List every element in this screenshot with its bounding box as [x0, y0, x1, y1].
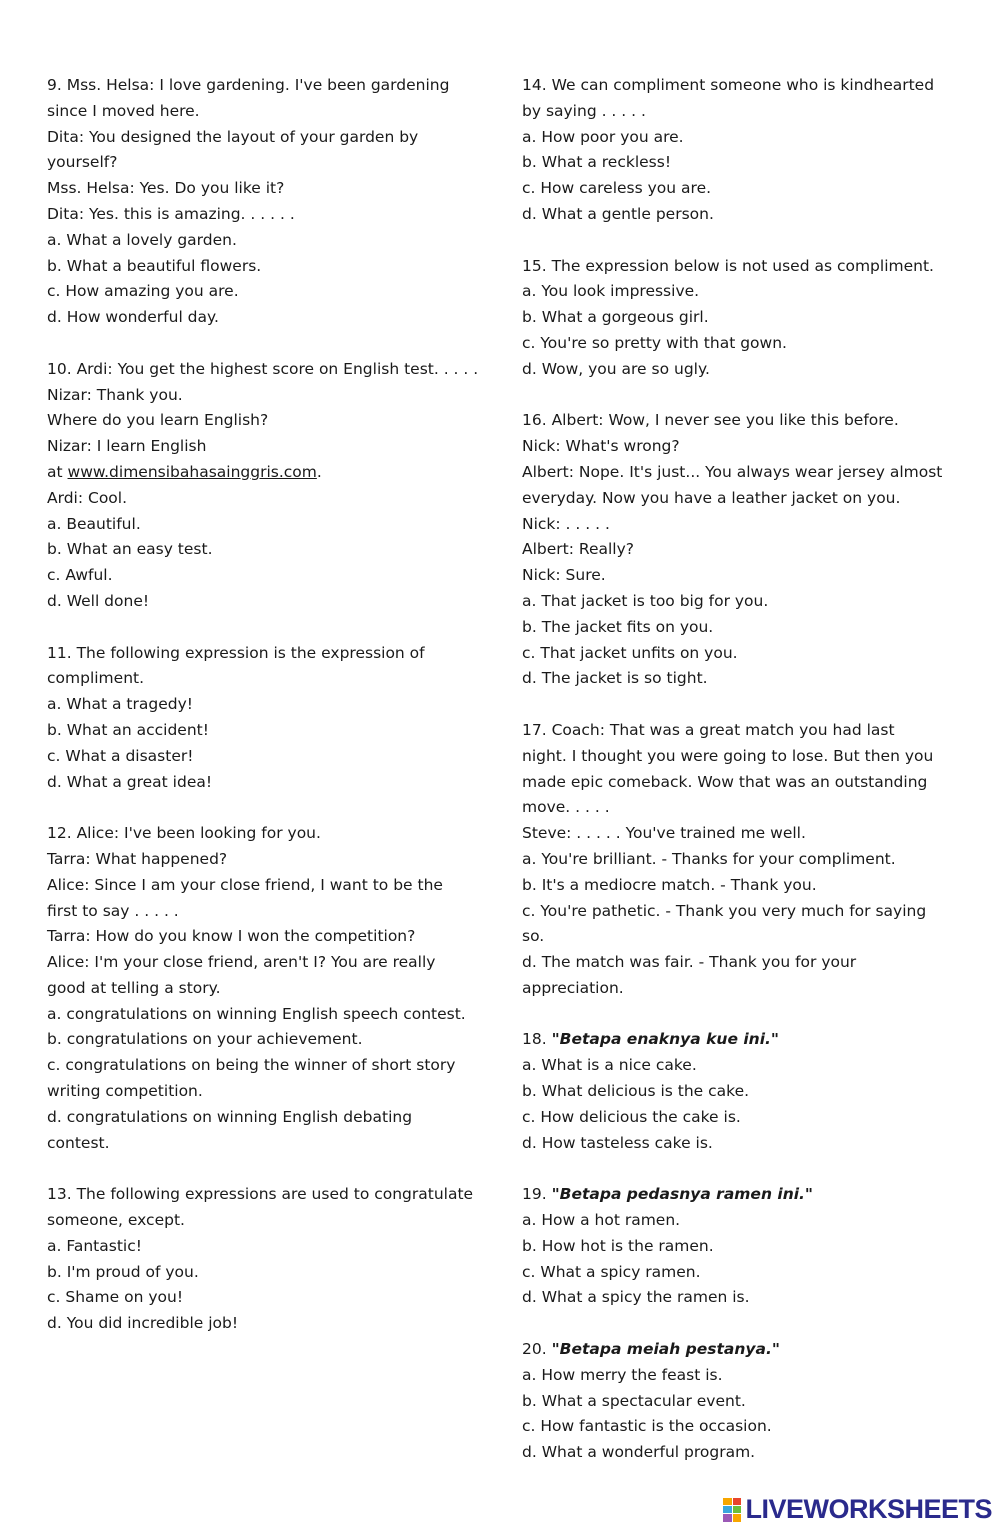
- question-9: [47, 73, 487, 331]
- question-13: [47, 1182, 487, 1337]
- question-line: yourself?: [47, 153, 118, 172]
- indonesian-phrase: "Betapa pedasnya ramen ini.": [551, 1185, 814, 1204]
- question-line: Nizar: I learn English: [47, 437, 207, 456]
- question-line: 14. We can compliment someone who is kindhearted: [522, 76, 935, 94]
- answer-option-c: c. What a disaster!: [47, 746, 194, 765]
- answer-option-c: c. You're pathetic. - Thank you very much for saying: [522, 901, 927, 920]
- answer-option-d: d. Wow, you are so ugly.: [522, 359, 710, 378]
- question-15: [522, 254, 962, 383]
- answer-option-c: c. Shame on you!: [47, 1288, 184, 1307]
- answer-option-d: d. Well done!: [47, 591, 150, 610]
- answer-option-d: d. What a spicy the ramen is.: [522, 1288, 750, 1307]
- answer-option-c-cont: so.: [522, 927, 545, 946]
- question-prompt: [522, 1337, 962, 1363]
- question-line: made epic comeback. Wow that was an outstanding: [522, 772, 928, 791]
- question-line: Alice: Since I am your close friend, I want to be the: [47, 875, 443, 894]
- question-line: Dita: You designed the layout of your garden by: [47, 127, 419, 146]
- answer-option-c: c. That jacket unfits on you.: [522, 643, 738, 662]
- answer-option-b: b. How hot is the ramen.: [522, 1236, 714, 1255]
- question-line: Where do you learn English?: [47, 411, 269, 430]
- question-number: 19.: [522, 1185, 552, 1204]
- answer-option-a: a. Beautiful.: [47, 514, 141, 533]
- question-line: Nick: . . . . .: [522, 514, 610, 533]
- answer-option-d: d. How tasteless cake is.: [522, 1133, 713, 1152]
- question-line: Steve: . . . . . You've trained me well.: [522, 824, 806, 843]
- answer-option-b: b. The jacket fits on you.: [522, 617, 714, 636]
- question-line: move. . . . .: [522, 798, 610, 817]
- question-line: first to say . . . . .: [47, 901, 179, 920]
- link-suffix: .: [316, 462, 322, 481]
- question-line: by saying . . . . .: [522, 101, 646, 120]
- answer-option-a: a. Fantastic!: [47, 1236, 142, 1255]
- question-line: Nick: What's wrong?: [522, 437, 680, 456]
- answer-option-a: a. You're brilliant. - Thanks for your compliment.: [522, 849, 896, 868]
- question-19: [522, 1182, 962, 1311]
- question-line: 17. Coach: That was a great match you had last: [522, 720, 895, 739]
- question-line: Tarra: How do you know I won the competition?: [47, 927, 416, 946]
- indonesian-phrase: "Betapa enaknya kue ini.": [551, 1030, 779, 1049]
- answer-option-c-cont: writing competition.: [47, 1082, 203, 1101]
- answer-option-b: b. What a beautiful flowers.: [47, 256, 262, 275]
- question-14: [522, 73, 962, 228]
- answer-option-a: a. You look impressive.: [522, 282, 700, 301]
- answer-option-b: b. What a reckless!: [522, 153, 672, 172]
- question-line: 12. Alice: I've been looking for you.: [47, 824, 321, 843]
- answer-option-d: d. You did incredible job!: [47, 1314, 239, 1333]
- question-11: [47, 641, 487, 796]
- question-line: Mss. Helsa: Yes. Do you like it?: [47, 179, 285, 198]
- question-prompt: [522, 1182, 962, 1208]
- answer-option-a: a. How poor you are.: [522, 127, 684, 146]
- question-line: Albert: Really?: [522, 540, 635, 559]
- question-line: since I moved here.: [47, 101, 200, 120]
- question-17: [522, 718, 962, 1002]
- question-line: 13. The following expressions are used to congratulate: [47, 1185, 474, 1204]
- website-link[interactable]: www.dimensibahasainggris.com: [67, 462, 317, 481]
- question-line-with-link: [47, 460, 487, 486]
- question-number: 18.: [522, 1030, 552, 1049]
- question-line: everyday. Now you have a leather jacket on you.: [522, 488, 901, 507]
- question-20: [522, 1337, 962, 1466]
- question-10: [47, 357, 487, 615]
- question-line: compliment.: [47, 669, 145, 688]
- answer-option-d: d. congratulations on winning English debating: [47, 1107, 413, 1126]
- answer-option-b: b. What a spectacular event.: [522, 1391, 746, 1410]
- answer-option-d: d. What a great idea!: [47, 772, 213, 791]
- link-prefix: at: [47, 462, 68, 481]
- answer-option-b: b. What a gorgeous girl.: [522, 308, 709, 327]
- answer-option-d-cont: contest.: [47, 1133, 110, 1152]
- answer-option-c: c. How amazing you are.: [47, 282, 239, 301]
- question-line: Tarra: What happened?: [47, 849, 228, 868]
- answer-option-d-cont: appreciation.: [522, 978, 624, 997]
- answer-option-b: b. What an easy test.: [47, 540, 213, 559]
- answer-option-c: c. Awful.: [47, 566, 113, 585]
- answer-option-d: d. What a gentle person.: [522, 204, 714, 223]
- answer-option-d: d. The match was fair. - Thank you for your: [522, 953, 857, 972]
- answer-option-b: b. What delicious is the cake.: [522, 1082, 750, 1101]
- answer-option-b: b. What an accident!: [47, 720, 209, 739]
- question-prompt: [522, 1027, 962, 1053]
- question-number: 20.: [522, 1340, 552, 1359]
- question-line: someone, except.: [47, 1211, 185, 1230]
- question-line: 16. Albert: Wow, I never see you like this before.: [522, 411, 899, 430]
- answer-option-a: a. What is a nice cake.: [522, 1056, 697, 1075]
- question-line: Albert: Nope. It's just... You always wear jersey almost: [522, 462, 943, 481]
- question-line: 10. Ardi: You get the highest score on English test. . . . .: [47, 359, 479, 378]
- answer-option-b: b. congratulations on your achievement.: [47, 1030, 363, 1049]
- right-column: [522, 73, 962, 1466]
- answer-option-c: c. How careless you are.: [522, 179, 712, 198]
- question-line: 15. The expression below is not used as compliment.: [522, 256, 934, 275]
- answer-option-d: d. How wonderful day.: [47, 308, 219, 327]
- question-line: Dita: Yes. this is amazing. . . . . .: [47, 204, 295, 223]
- answer-option-c: c. How delicious the cake is.: [522, 1107, 741, 1126]
- question-line: Alice: I'm your close friend, aren't I? You are really: [47, 953, 436, 972]
- question-line: Nizar: Thank you.: [47, 385, 183, 404]
- answer-option-b: b. It's a mediocre match. - Thank you.: [522, 875, 817, 894]
- question-line: good at telling a story.: [47, 978, 221, 997]
- liveworksheets-logo: [723, 1494, 992, 1525]
- question-line: 9. Mss. Helsa: I love gardening. I've been gardening: [47, 76, 450, 94]
- answer-option-a: a. What a tragedy!: [47, 695, 193, 714]
- answer-option-a: a. How a hot ramen.: [522, 1211, 681, 1230]
- answer-option-c: c. How fantastic is the occasion.: [522, 1417, 772, 1436]
- answer-option-a: a. That jacket is too big for you.: [522, 591, 769, 610]
- question-line: Nick: Sure.: [522, 566, 606, 585]
- question-12: [47, 821, 487, 1156]
- answer-option-d: d. The jacket is so tight.: [522, 669, 708, 688]
- question-line: Ardi: Cool.: [47, 488, 128, 507]
- question-18: [522, 1027, 962, 1156]
- answer-option-a: a. How merry the feast is.: [522, 1365, 723, 1384]
- logo-grid-icon: [723, 1498, 741, 1522]
- answer-option-b: b. I'm proud of you.: [47, 1262, 199, 1281]
- question-16: [522, 408, 962, 692]
- answer-option-c: c. What a spicy ramen.: [522, 1262, 701, 1281]
- indonesian-phrase: "Betapa meiah pestanya.": [551, 1340, 780, 1359]
- left-column: [47, 73, 487, 1337]
- question-line: 11. The following expression is the expression of: [47, 643, 425, 662]
- logo-text: LIVEWORKSHEETS: [745, 1494, 992, 1524]
- answer-option-c: c. congratulations on being the winner of short story: [47, 1056, 456, 1075]
- answer-option-a: a. What a lovely garden.: [47, 230, 237, 249]
- answer-option-d: d. What a wonderful program.: [522, 1443, 756, 1462]
- question-line: night. I thought you were going to lose. But then you: [522, 746, 934, 765]
- answer-option-a: a. congratulations on winning English speech contest.: [47, 1004, 466, 1023]
- answer-option-c: c. You're so pretty with that gown.: [522, 333, 787, 352]
